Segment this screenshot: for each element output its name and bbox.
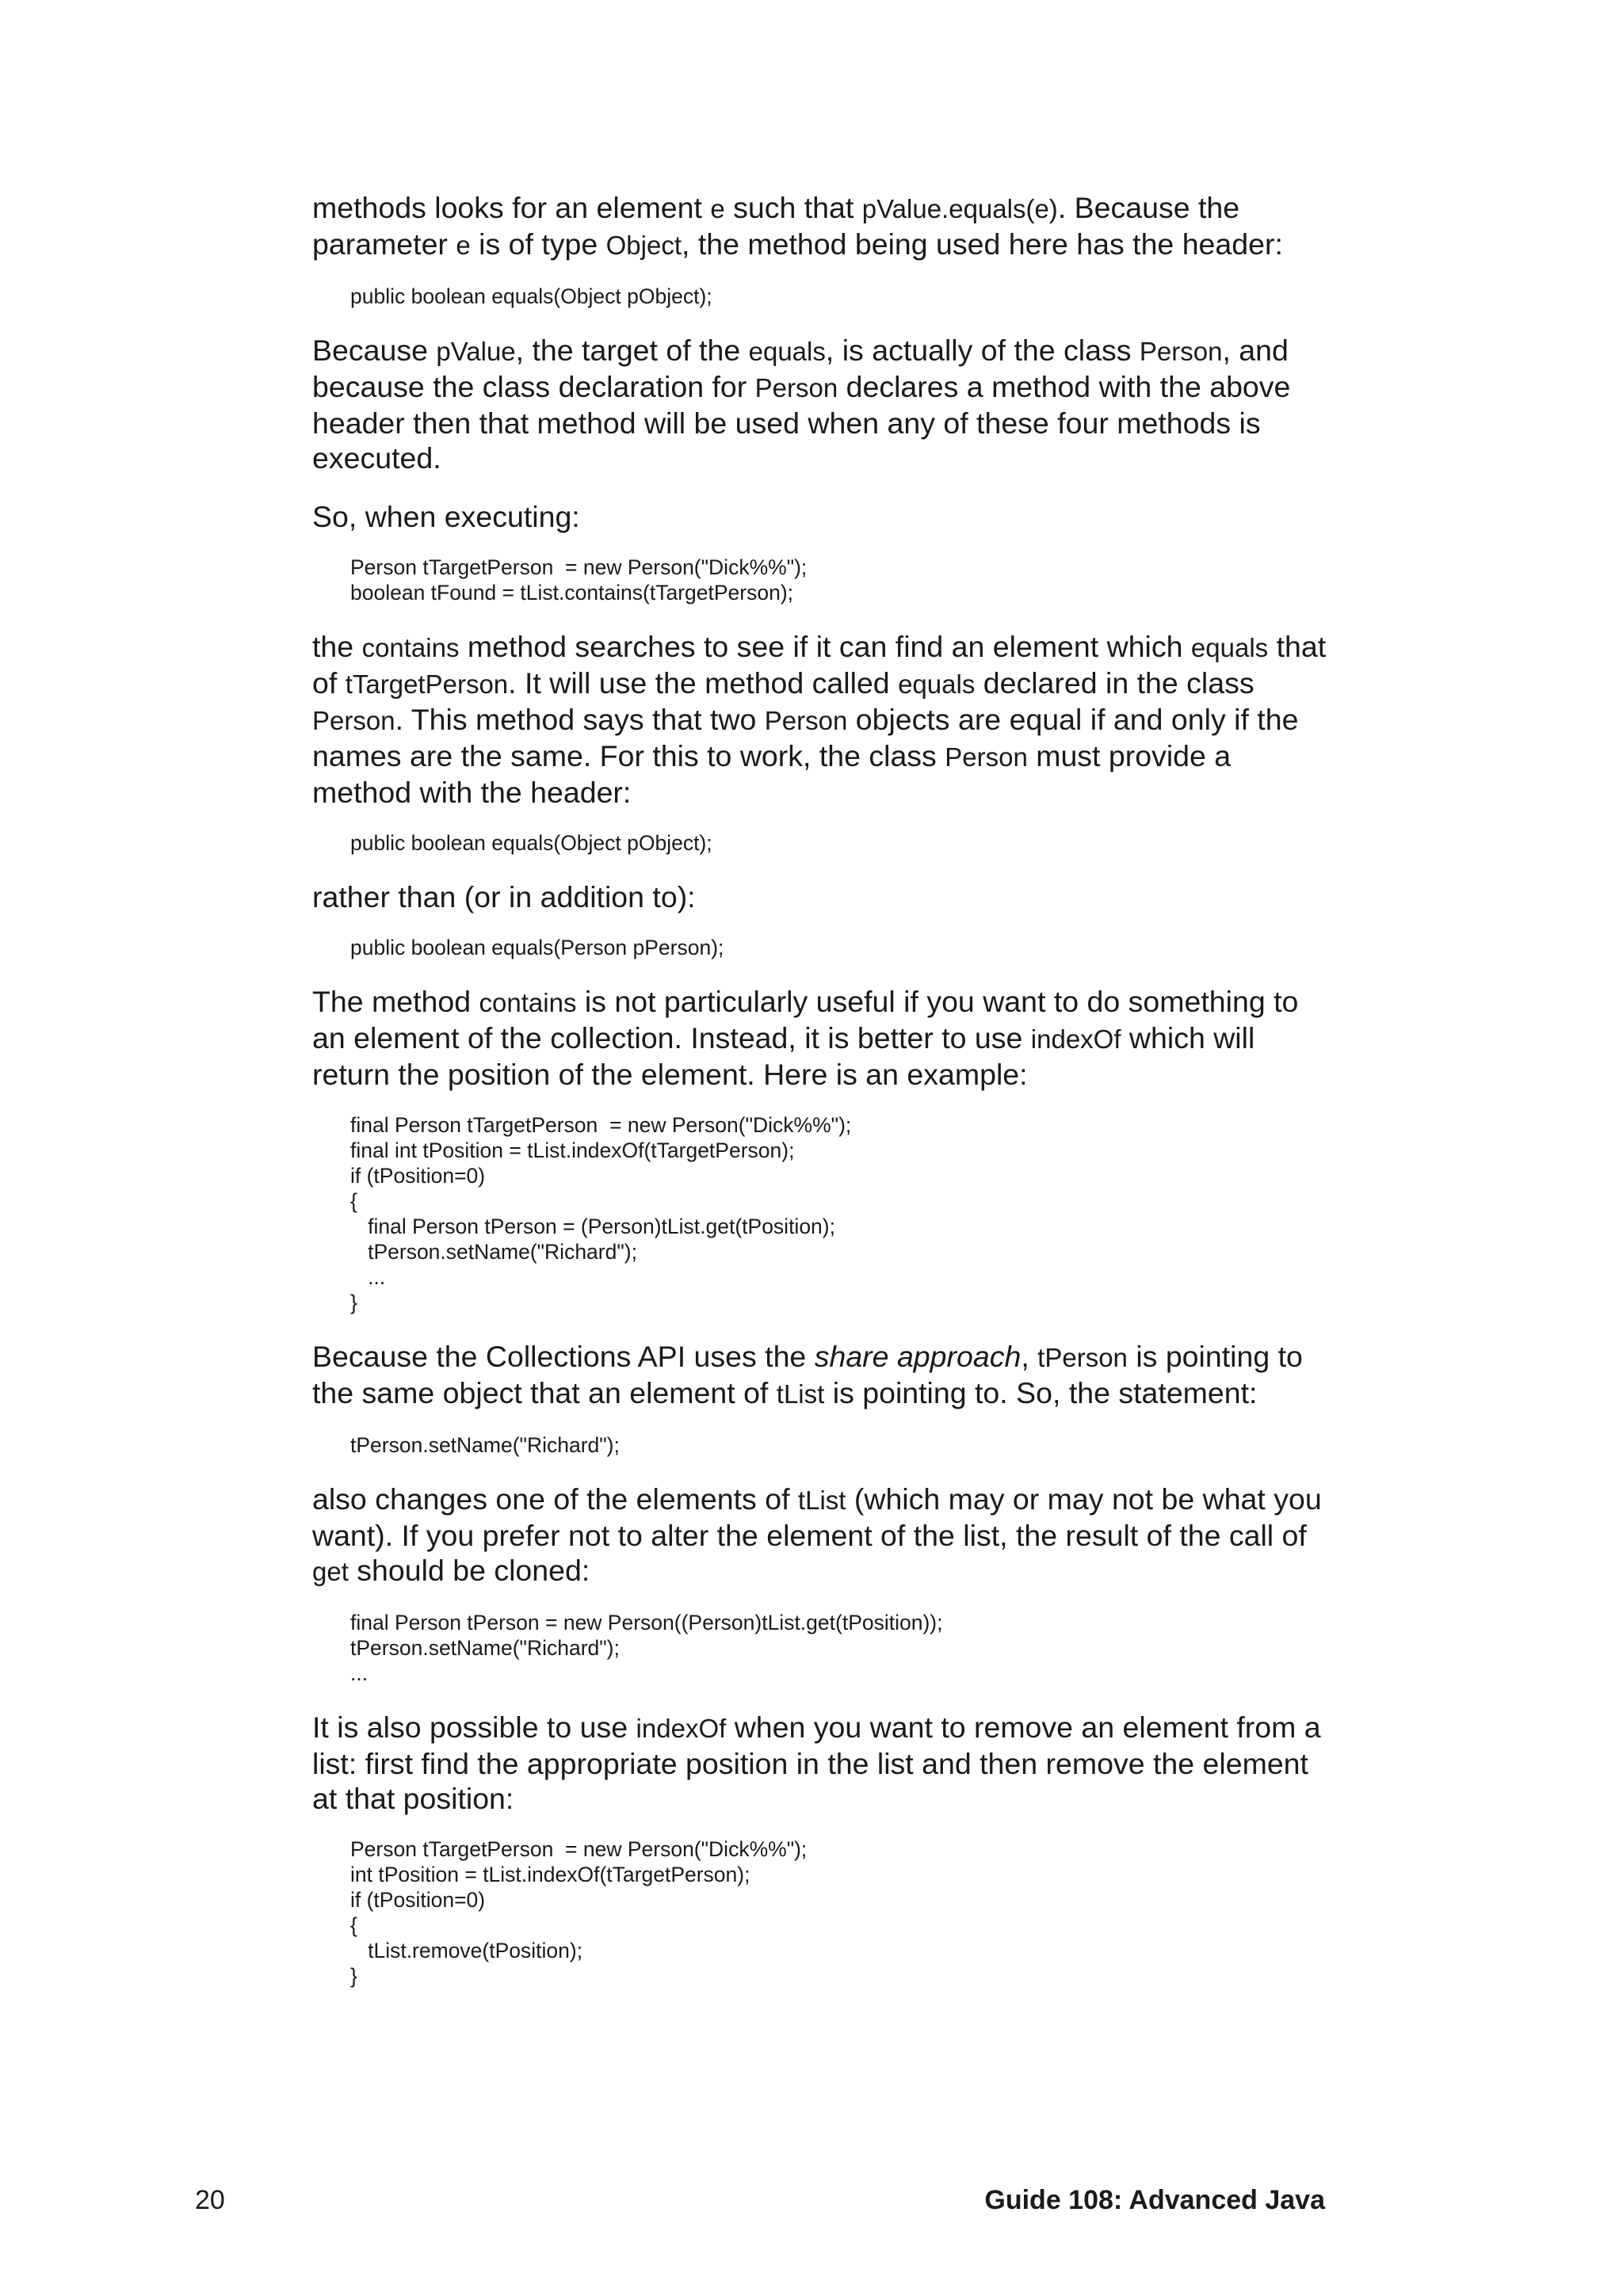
code-block [312, 935, 1335, 960]
body-paragraph [312, 879, 1335, 914]
code-line: final Person tTargetPerson = new Person("Dick%%"); [350, 1113, 852, 1137]
inline-code-term: Person [312, 706, 395, 735]
paragraph-text: . This method says that two [395, 703, 765, 736]
code-line: if (tPosition=0) [350, 1888, 486, 1912]
paragraph-text: method searches to see if it can find an element which [459, 630, 1191, 663]
block-spacer [312, 534, 1335, 555]
inline-code-term: tTargetPerson [345, 669, 509, 699]
inline-code-term: Person [754, 373, 838, 402]
inline-code-term: equals [898, 669, 976, 699]
inline-code-term: Person [764, 706, 848, 735]
block-spacer [312, 1589, 1335, 1610]
inline-code-term: contains [479, 988, 577, 1017]
code-line: tPerson.setName("Richard"); [350, 1636, 620, 1660]
inline-code-term: Person [1139, 337, 1223, 366]
code-block [312, 1432, 1335, 1458]
code-line: } [350, 1291, 357, 1314]
paragraph-text: So, when executing: [312, 500, 580, 533]
block-spacer [312, 856, 1335, 879]
emphasis-text: share approach [814, 1340, 1022, 1373]
paragraph-text: declares a method with the above header then that method will be used when any of these four methods is executed. [312, 370, 1291, 475]
paragraph-text: rather than (or in addition to): [312, 880, 696, 913]
paragraph-text: , [1021, 1340, 1038, 1373]
code-line: final int tPosition = tList.indexOf(tTargetPerson); [350, 1138, 795, 1162]
inline-code-term: contains [361, 633, 460, 662]
paragraph-text: The method [312, 985, 479, 1018]
paragraph-text: , is actually of the class [825, 334, 1140, 367]
paragraph-text: methods looks for an element [312, 191, 711, 224]
paragraph-text: the [312, 630, 362, 663]
page-body [312, 190, 1335, 1989]
paragraph-text: . Because the parameter [312, 191, 1240, 261]
inline-code-term: e [456, 231, 471, 260]
block-spacer [312, 1686, 1335, 1710]
block-spacer [312, 605, 1335, 629]
body-paragraph [312, 629, 1335, 810]
block-spacer [312, 914, 1335, 935]
code-line: { [350, 1189, 357, 1213]
code-line: final Person tPerson = (Person)tList.get(tPosition); [350, 1215, 835, 1238]
code-line: final Person tPerson = new Person((Person)tList.get(tPosition)); [350, 1611, 943, 1634]
inline-code-term: equals [748, 337, 826, 366]
body-paragraph [312, 984, 1335, 1092]
body-paragraph [312, 190, 1335, 263]
body-paragraph [312, 333, 1335, 475]
inline-code-term: e [710, 194, 725, 223]
code-line: boolean tFound = tList.contains(tTargetPerson); [350, 581, 794, 605]
code-line: tPerson.setName("Richard"); [350, 1240, 637, 1264]
paragraph-text: that of [312, 630, 1327, 700]
code-line: if (tPosition=0) [350, 1164, 486, 1188]
running-title: Guide 108: Advanced Java [984, 2185, 1325, 2215]
paragraph-text: declared in the class [975, 666, 1254, 700]
block-spacer [312, 309, 1335, 333]
paragraph-text: is of type [470, 227, 606, 261]
block-spacer [312, 263, 1335, 284]
body-paragraph [312, 1710, 1335, 1816]
paragraph-text: is not particularly useful if you want to do something to an element of the collection. Instead, it is better to use [312, 985, 1299, 1055]
block-spacer [312, 810, 1335, 830]
inline-code-term: Object [605, 231, 682, 260]
paragraph-text: should be cloned: [348, 1554, 590, 1587]
code-block [312, 555, 1335, 605]
body-paragraph [312, 1339, 1335, 1412]
paragraph-text: . It will use the method called [508, 666, 899, 700]
code-line: } [350, 1964, 357, 1988]
paragraph-text: Because the Collections API uses the [312, 1340, 815, 1373]
paragraph-text: (which may or may not be what you want). If you prefer not to alter the element of the list, the result of the call of [312, 1482, 1322, 1552]
code-block [312, 284, 1335, 309]
paragraph-text: must provide a method with the header: [312, 739, 1232, 809]
code-line: tList.remove(tPosition); [350, 1939, 583, 1962]
code-block [312, 830, 1335, 856]
code-line: int tPosition = tList.indexOf(tTargetPerson); [350, 1863, 750, 1886]
page-number: 20 [195, 2185, 225, 2215]
inline-code-term: tPerson [1037, 1343, 1128, 1372]
code-line: public boolean equals(Object pObject); [350, 831, 712, 855]
paragraph-text: when you want to remove an element from a list: first find the appropriate position in the list and then remove the element at that position: [312, 1711, 1321, 1815]
paragraph-text: is pointing to the same object that an element of [312, 1340, 1303, 1409]
inline-code-term: pValue.equals(e) [861, 194, 1058, 223]
code-line: Person tTargetPerson = new Person("Dick%%"); [350, 555, 808, 579]
code-line: public boolean equals(Person pPerson); [350, 936, 724, 959]
inline-code-term: indexOf [1030, 1024, 1121, 1054]
block-spacer [312, 1816, 1335, 1836]
inline-code-term: tList [797, 1486, 846, 1515]
block-spacer [312, 960, 1335, 984]
paragraph-text: It is also possible to use [312, 1711, 636, 1744]
paragraph-text: Because [312, 334, 437, 367]
block-spacer [312, 1315, 1335, 1339]
paragraph-text: , the method being used here has the header: [682, 227, 1283, 261]
inline-code-term: equals [1190, 633, 1269, 662]
paragraph-text: also changes one of the elements of [312, 1482, 798, 1516]
inline-code-term: indexOf [636, 1714, 727, 1743]
code-line: ... [350, 1661, 369, 1685]
code-line: { [350, 1913, 357, 1937]
code-line: ... [350, 1265, 386, 1289]
block-spacer [312, 1412, 1335, 1432]
block-spacer [312, 1092, 1335, 1112]
inline-code-term: Person [945, 742, 1028, 772]
code-line: tPerson.setName("Richard"); [350, 1433, 620, 1457]
paragraph-text: is pointing to. So, the statement: [824, 1376, 1258, 1409]
paragraph-text: which will return the position of the element. Here is an example: [312, 1021, 1255, 1091]
paragraph-text: , the target of the [515, 334, 749, 367]
block-spacer [312, 475, 1335, 499]
inline-code-term: pValue [436, 337, 516, 366]
body-paragraph [312, 1482, 1335, 1589]
inline-code-term: get [312, 1557, 349, 1586]
code-line: public boolean equals(Object pObject); [350, 284, 712, 308]
code-block [312, 1836, 1335, 1989]
code-line: Person tTargetPerson = new Person("Dick%%"); [350, 1837, 808, 1861]
inline-code-term: tList [776, 1379, 825, 1409]
block-spacer [312, 1458, 1335, 1482]
paragraph-text: , and because the class declaration for [312, 334, 1289, 403]
paragraph-text: objects are equal if and only if the names are the same. For this to work, the class [312, 703, 1299, 772]
body-paragraph [312, 499, 1335, 534]
code-block [312, 1610, 1335, 1686]
paragraph-text: such that [724, 191, 862, 224]
code-block [312, 1112, 1335, 1315]
